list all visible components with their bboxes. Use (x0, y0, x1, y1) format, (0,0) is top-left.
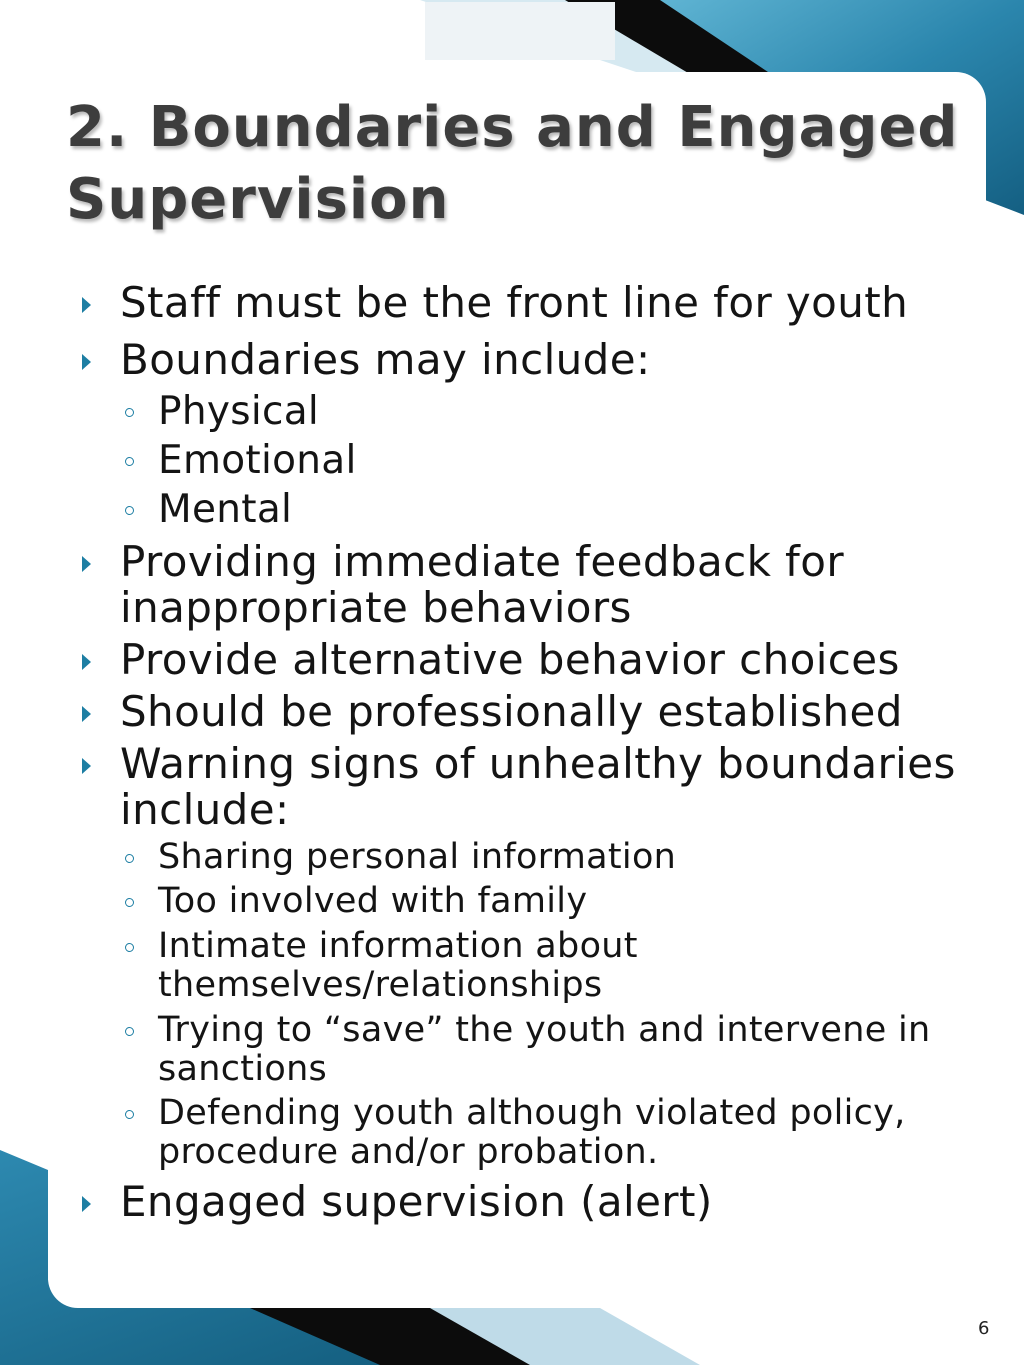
circle-bullet-icon (125, 1027, 134, 1036)
sub-bullet-trying-to-save: Trying to “save” the youth and intervene in sanctions (158, 1011, 931, 1089)
title-line-2: Supervision (66, 167, 450, 232)
title-line-1: 2. Boundaries and Engaged (66, 95, 959, 160)
bullet-professionally-established: Should be professionally established (120, 689, 903, 735)
sub-bullet-mental: Mental (158, 486, 292, 534)
circle-bullet-icon (125, 506, 134, 515)
sub-bullet-physical: Physical (158, 388, 319, 436)
circle-bullet-icon (125, 943, 134, 952)
top-left-scan-artifact (425, 2, 615, 60)
arrow-bullet-icon (82, 706, 91, 722)
arrow-bullet-icon (82, 758, 91, 774)
arrow-bullet-icon (82, 654, 91, 670)
bullet-staff-front-line: Staff must be the front line for youth (120, 280, 908, 326)
bullet-alternative-choices: Provide alternative behavior choices (120, 637, 900, 683)
bullet-immediate-feedback: Providing immediate feedback for inappropriate behaviors (120, 539, 844, 631)
arrow-bullet-icon (82, 354, 91, 370)
page-number: 6 (978, 1318, 990, 1339)
circle-bullet-icon (125, 898, 134, 907)
circle-bullet-icon (125, 408, 134, 417)
circle-bullet-icon (125, 1110, 134, 1119)
sub-bullet-intimate-info: Intimate information about themselves/relationships (158, 927, 638, 1005)
sub-bullet-emotional: Emotional (158, 437, 357, 485)
bullet-boundaries-include: Boundaries may include: (120, 337, 651, 383)
sub-bullet-too-involved: Too involved with family (158, 882, 587, 921)
arrow-bullet-icon (82, 1196, 91, 1212)
circle-bullet-icon (125, 854, 134, 863)
bullet-engaged-supervision: Engaged supervision (alert) (120, 1179, 713, 1225)
sub-bullet-defending-youth: Defending youth although violated policy, procedure and/or probation. (158, 1094, 906, 1172)
bullet-warning-signs: Warning signs of unhealthy boundaries include: (120, 741, 956, 833)
slide-title (66, 92, 966, 236)
sub-bullet-sharing-personal-info: Sharing personal information (158, 838, 676, 877)
arrow-bullet-icon (82, 297, 91, 313)
arrow-bullet-icon (82, 556, 91, 572)
circle-bullet-icon (125, 457, 134, 466)
